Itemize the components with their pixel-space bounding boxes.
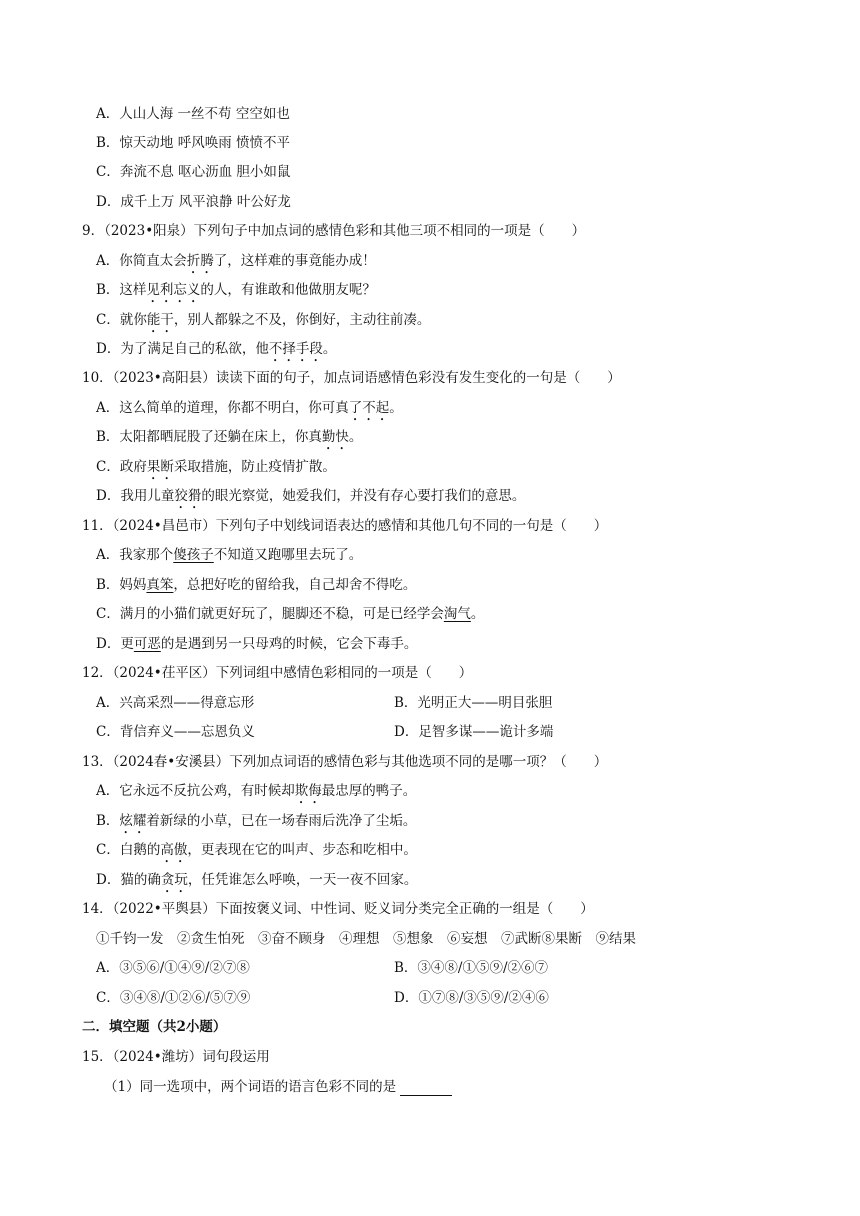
emphasized-word: 见利忘义 [146,282,201,298]
q14-option-a: A．③⑤⑥/①④⑨/②⑦⑧ [96,960,250,976]
q9-option-c: C．就你能干，别人都躲之不及，你倒好，主动往前凑。 [96,312,431,328]
q13-option-c: C．白鹅的高傲，更表现在它的叫声、步态和吃相中。 [96,842,417,858]
q10-option-c: C．政府果断采取措施，防止疫情扩散。 [96,459,336,475]
question-13-stem: 13．（2024春•安溪县）下列加点词语的感情色彩与其他选项不同的是哪一项？（ ） [82,754,608,770]
q10-option-a: A．这么简单的道理，你都不明白，你可真了不起。 [96,400,403,416]
question-15-stem: 15．（2024•潍坊）词句段运用 [82,1049,270,1065]
emphasized-word: 能干 [146,312,174,328]
q11-option-b: B．妈妈真笨，总把好吃的留给我，自己却舍不得吃。 [96,577,417,593]
q12-option-b: B．光明正大——明目张胆 [394,695,553,711]
q14-word-list: ①千钧一发 ②贪生怕死 ③奋不顾身 ④理想 ⑤想象 ⑥妄想 ⑦武断⑧果断 ⑨结果 [96,931,636,947]
q14-option-c: C．③④⑧/①②⑥/⑤⑦⑨ [96,990,251,1006]
q9-option-d: D．为了满足自己的私欲，他不择手段。 [96,341,337,357]
q12-option-c: C．背信弃义——忘恩负义 [96,724,255,740]
question-10-stem: 10．（2023•高阳县）读读下面的句子，加点词语感情色彩没有发生变化的一句是（ ） [82,370,621,386]
option-b: B．惊天动地 呼风唤雨 愤愤不平 [96,135,291,151]
emphasized-word: 不择手段 [268,341,323,357]
underlined-word: 真笨 [146,577,174,593]
underlined-word: 淘气 [443,606,471,622]
q12-option-a: A．兴高采烈——得意忘形 [96,695,255,711]
emphasized-word: 折腾 [186,253,214,269]
emphasized-word: 果断 [146,459,174,475]
q13-option-b: B．炫耀着新绿的小草，已在一场春雨后洗净了尘垢。 [96,813,417,829]
question-14-stem: 14．（2022•平舆县）下面按褒义词、中性词、贬义词分类完全正确的一组是（ ） [82,901,594,917]
emphasized-word: 勤快 [321,429,349,445]
emphasized-word: 高傲 [160,842,188,858]
q12-option-d: D．足智多谋——诡计多端 [394,724,554,740]
q14-option-b: B．③④⑧/①⑤⑨/②⑥⑦ [394,960,549,976]
q10-option-d: D．我用儿童狡猾的眼光察觉，她爱我们，并没有存心要打我们的意思。 [96,488,526,504]
section-heading: 二．填空题（共2小题） [82,1019,227,1035]
q13-option-d: D．猫的确贪玩，任凭谁怎么呼唤，一天一夜不回家。 [96,872,418,888]
emphasized-word: 欺侮 [294,783,322,799]
q15-subquestion-1: （1）同一选项中，两个词语的语言色彩不同的是 [104,1078,452,1096]
option-a: A．人山人海 一丝不苟 空空如也 [96,106,290,122]
question-11-stem: 11．（2024•昌邑市）下列句子中划线词语表达的感情和其他几句不同的一句是（ ） [82,518,608,534]
q13-option-a: A．它永远不反抗公鸡，有时候却欺侮最忠厚的鸭子。 [96,783,417,799]
q9-option-a: A．你简直太会折腾了，这样难的事竟能办成！ [96,253,376,269]
q9-option-b: B．这样见利忘义的人，有谁敢和他做朋友呢？ [96,282,376,298]
q14-option-d: D．①⑦⑧/③⑤⑨/②④⑥ [394,990,549,1006]
q11-option-a: A．我家那个傻孩子不知道又跑哪里去玩了。 [96,547,363,563]
q11-option-d: D．更可恶的是遇到另一只母鸡的时候，它会下毒手。 [96,636,418,652]
q10-option-b: B．太阳都晒屁股了还躺在床上，你真勤快。 [96,429,363,445]
emphasized-word: 炫耀 [119,813,147,829]
underlined-word: 傻孩子 [173,547,214,563]
option-d: D．成千上万 风平浪静 叶公好龙 [96,194,291,210]
q11-option-c: C．满月的小猫们就更好玩了，腿脚还不稳，可是已经学会淘气。 [96,606,485,622]
question-9-stem: 9．（2023•阳泉）下列句子中加点词的感情色彩和其他三项不相同的一项是（ ） [82,223,586,239]
emphasized-word: 狡猾 [174,488,202,504]
option-c: C．奔流不息 呕心沥血 胆小如鼠 [96,164,291,180]
emphasized-word: 贪玩 [160,872,188,888]
emphasized-word: 了不起 [348,400,390,416]
answer-blank[interactable] [400,1081,452,1096]
question-12-stem: 12．（2024•茌平区）下列词组中感情色彩相同的一项是（ ） [82,665,473,681]
underlined-word: 可恶 [133,636,161,652]
